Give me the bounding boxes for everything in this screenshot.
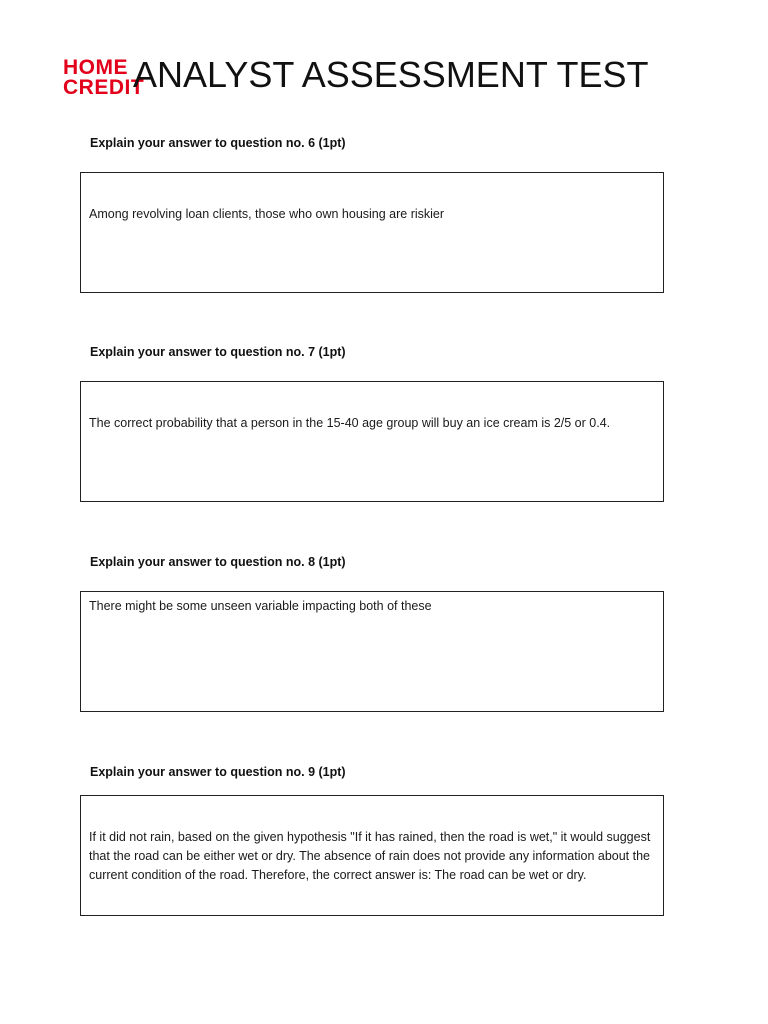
question-6-answer-text: Among revolving loan clients, those who own housing are riskier bbox=[89, 207, 445, 221]
question-7-answer-box[interactable] bbox=[80, 381, 664, 502]
question-7-label: Explain your answer to question no. 7 (1pt) bbox=[90, 345, 346, 359]
question-9-answer-text: If it did not rain, based on the given hypothesis "If it has rained, then the road is wet," it would suggest that the road can be either wet or dry. The absence of rain does not provide any information about the current condition of the road. Therefore, the correct answer is: The road can be wet or dry. bbox=[89, 830, 651, 882]
question-8-answer-box[interactable] bbox=[80, 591, 664, 712]
logo-line-credit: CREDIT bbox=[63, 76, 145, 99]
question-8-answer-text: There might be some unseen variable impacting both of these bbox=[89, 599, 432, 613]
question-6-answer-box[interactable] bbox=[80, 172, 664, 293]
logo-line-home: HOME bbox=[63, 56, 128, 79]
question-9-answer-box[interactable] bbox=[80, 795, 664, 916]
question-8-label: Explain your answer to question no. 8 (1pt) bbox=[90, 555, 346, 569]
page-title: ANALYST ASSESSMENT TEST bbox=[133, 54, 649, 95]
question-7-answer-text: The correct probability that a person in the 15-40 age group will buy an ice cream is 2/5 or 0.4. bbox=[89, 416, 611, 430]
question-9-label: Explain your answer to question no. 9 (1pt) bbox=[90, 765, 346, 779]
question-6-label: Explain your answer to question no. 6 (1pt) bbox=[90, 136, 346, 150]
